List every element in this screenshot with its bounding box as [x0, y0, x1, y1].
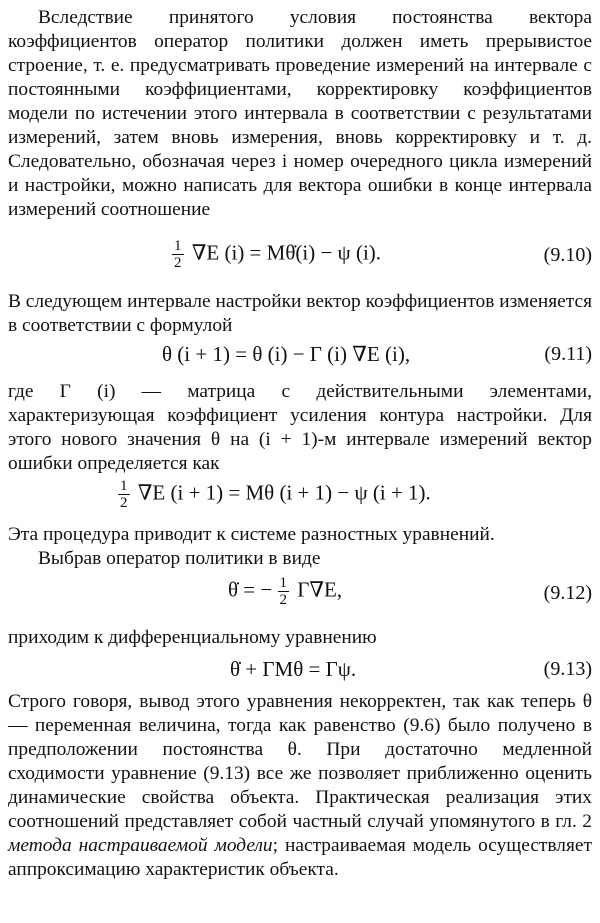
equation-number-9-13: (9.13) [543, 658, 592, 680]
paragraph-differential: приходим к дифференциальному уравнению [8, 627, 377, 648]
fraction: $\frac{1}{2}$ [120, 478, 128, 511]
equation-lhs: θ̇ = − [228, 577, 273, 602]
equation-9-10 [172, 238, 381, 271]
equation-9-12 [228, 575, 342, 608]
equation-body: ∇E (i) = Mθ̇(i) − ψ (i). [191, 240, 382, 265]
equation-number-9-10: (9.10) [543, 244, 592, 266]
paragraph-procedure: Эта процедура приводит к системе разностных уравнений. [8, 524, 495, 545]
paragraph-conclusion: Строго говоря, вывод этого уравнения некорректен, так как теперь θ — переменная величина, тогда как равенство (9.6) было получено в предположении постоянства θ. При достаточно медленной сходимости уравнение (9.13) все же позволяет приближенно оценить динамические свойства объекта. Практическая реализация этих соотношений представляет собой частный случай упомянутого в гл. 2 метода настраиваемой модели; настраиваемая модель осуществляет аппроксимацию характеристик объекта. [8, 691, 592, 880]
fraction: $\frac{1}{2}$ [279, 575, 287, 608]
paragraph-intro: Вследствие принятого условия постоянства вектора коэффициентов оператор политики должен иметь прерывистое строение, т. е. предусматривать проведение измерений на интервале с постоянными коэффициентами, корректировку коэффициентов модели по истечении этого интервала в соответствии с результатами измерений, затем вновь измерения, вновь корректировку и т. д. Следовательно, обозначая через i номер очередного цикла измерений и настройки, можно написать для вектора ошибки в конце интервала измерений соотношение [8, 7, 592, 220]
equation-rhs: Γ∇E, [297, 577, 343, 602]
equation-body: ∇E (i + 1) = Mθ (i + 1) − ψ (i + 1). [137, 480, 431, 505]
paragraph-policy-choice: Выбрав оператор политики в виде [38, 548, 321, 569]
fraction: $\frac{1}{2}$ [174, 238, 182, 271]
italic-term: метода настраиваемой модели [8, 835, 273, 856]
equation-number-9-12: (9.12) [543, 582, 592, 604]
paragraph-gamma-matrix: где Γ (i) — матрица с действительными элементами, характеризующая коэффициент усиления контура настройки. Для этого нового значения θ на (i + 1)-м интервале измерений вектор ошибки определяется как [8, 381, 592, 474]
paragraph-next-interval: В следующем интервале настройки вектор коэффициентов изменяется в соответствии с формулой [8, 291, 592, 336]
equation-9-11: θ (i + 1) = θ (i) − Γ (i) ∇E (i), [162, 342, 411, 366]
equation-9-13: θ̇ + ΓMθ = Γψ. [230, 657, 357, 681]
equation-error-next [118, 478, 431, 511]
equation-number-9-11: (9.11) [544, 343, 592, 365]
